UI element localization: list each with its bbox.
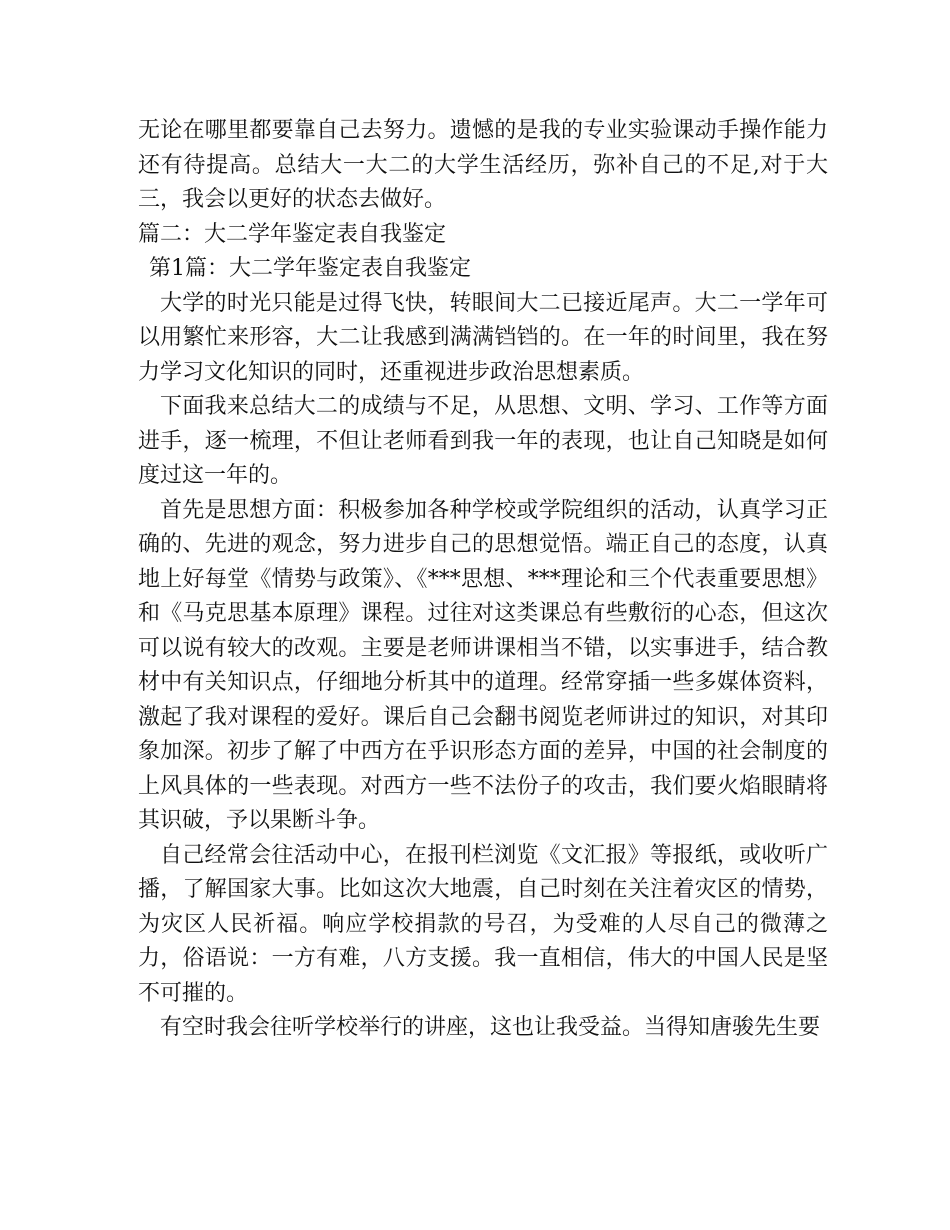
paragraph-opening: 大学的时光只能是过得飞快，转眼间大二已接近尾声。大二一学年可以用繁忙来形容，大二让我感到满满铛铛的。在一年的时间里，我在努力学习文化知识的同时，还重视进步政治思想素质。 <box>138 290 828 385</box>
document-body <box>138 114 828 1046</box>
paragraph-thought: 首先是思想方面：积极参加各种学校或学院组织的活动，认真学习正确的、先进的观念，努力进步自己的思想觉悟。端正自己的态度，认真地上好每堂《情势与政策》、《***思想、***理论和三个代表重要思想》和《马克思基本原理》课程。过往对这类课总有些敷衍的心态，但这次可以说有较大的改观。主要是老师讲课相当不错，以实事进手，结合教材中有关知识点，仔细地分析其中的道理。经常穿插一些多媒体资料，激起了我对课程的爱好。课后自己会翻书阅览老师讲过的知识，对其印象加深。初步了解了中西方在乎识形态方面的差异，中国的社会制度的上风具体的一些表现。对西方一些不法份子的攻击，我们要火焰眼睛将其识破，予以果断斗争。 <box>138 497 828 833</box>
paragraph-intro-continuation: 无论在哪里都要靠自己去努力。遗憾的是我的专业实验课动手操作能力还有待提高。总结大一大二的大学生活经历，弥补自己的不足,对于大三，我会以更好的状态去做好。 <box>138 118 828 212</box>
paragraph-summary-intro: 下面我来总结大二的成绩与不足，从思想、文明、学习、工作等方面进手，逐一梳理，不但让老师看到我一年的表现，也让自己知晓是如何度过这一年的。 <box>138 394 828 488</box>
paragraph-lectures: 有空时我会往听学校举行的讲座，这也让我受益。当得知唐骏先生要 <box>160 1015 821 1040</box>
subsection-heading: 第1篇：大二学年鉴定表自我鉴定 <box>149 256 471 281</box>
paragraph-news: 自己经常会往活动中心，在报刊栏浏览《文汇报》等报纸，或收听广播，了解国家大事。比如这次大地震，自己时刻在关注着灾区的情势，为灾区人民祈福。响应学校捐款的号召，为受难的人尽自己的微薄之力，俗语说：一方有难，八方支援。我一直相信，伟大的中国人民是坚不可摧的。 <box>138 842 828 1006</box>
section-heading: 篇二：大二学年鉴定表自我鉴定 <box>138 221 447 247</box>
